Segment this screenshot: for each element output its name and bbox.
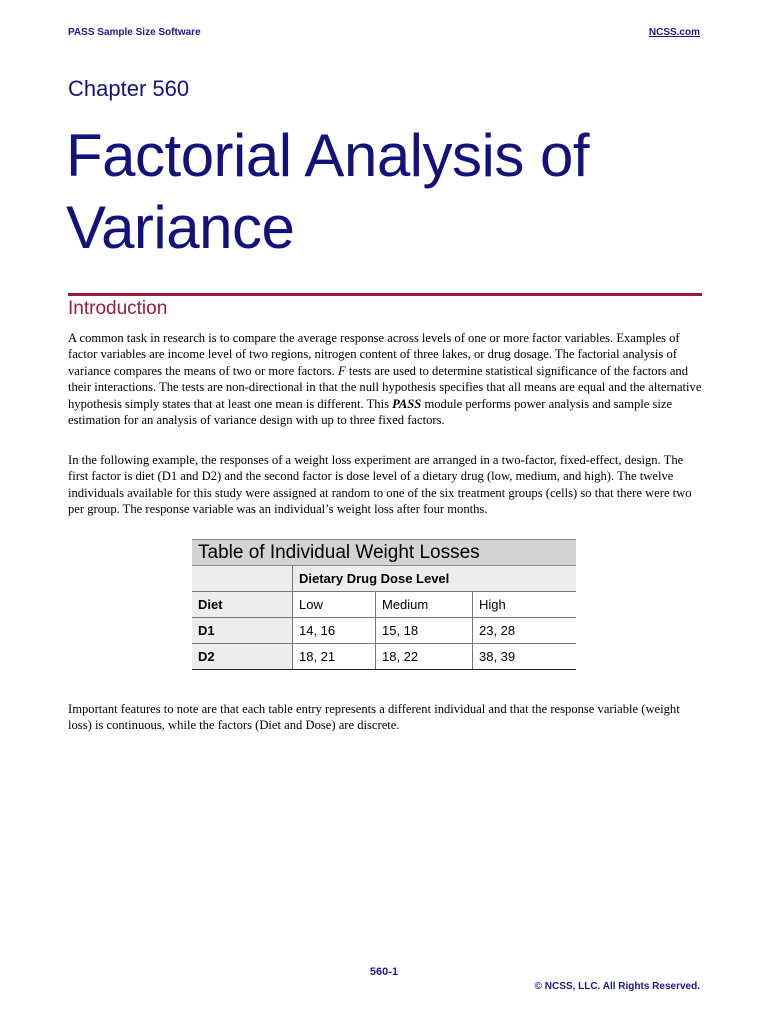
ncss-link[interactable]: NCSS.com <box>648 27 700 38</box>
table-corner-cell <box>192 566 293 592</box>
table-column-header: Low <box>293 592 376 618</box>
table-group-header: Dietary Drug Dose Level <box>293 566 577 592</box>
features-paragraph: Important features to note are that each table entry represents a different individual and that the response variable (weight loss) is continuous, while the factors (Diet and Dose) are discrete. <box>68 702 680 733</box>
table-row <box>192 618 576 644</box>
page-number: 560-1 <box>369 966 399 978</box>
table-row <box>192 644 576 670</box>
intro-paragraph-1 <box>68 330 702 428</box>
table-cell: 18, 21 <box>293 644 376 670</box>
page-title <box>66 120 716 264</box>
table-row-label: D1 <box>192 618 293 644</box>
table-column-header: Medium <box>376 592 473 618</box>
table-column-header: High <box>473 592 577 618</box>
p1-text-c: module performs power analysis and sample size estimation for an analysis of variance design with up to three fixed factors. <box>68 396 673 428</box>
table-cell: 15, 18 <box>376 618 473 644</box>
title-line-2: Variance <box>66 194 295 261</box>
table-cell: 18, 22 <box>376 644 473 670</box>
section-heading: Introduction <box>68 298 168 319</box>
table-row-header: Diet <box>192 592 293 618</box>
p1-text-a: A common task in research is to compare the average response across levels of one or more factor variables. Examples of factor variables are income level of two regions, nitrogen content of three lakes, or drug dosage. The factorial analysis of variance compares the means of two or more factors. <box>68 331 680 378</box>
running-header-left: PASS Sample Size Software <box>68 27 201 38</box>
intro-paragraph-2: In the following example, the responses of a weight loss experiment are arranged in a two-factor, fixed-effect, design. The first factor is diet (D1 and D2) and the second factor is dose level of a dietary drug (low, medium, and high). The twelve individuals available for this study were assigned at random to one of the six treatment groups (cells) so that there were two per group. The response variable was an individual’s weight loss after four months. <box>68 453 692 517</box>
weight-loss-table <box>192 539 576 670</box>
table-row-label: D2 <box>192 644 293 670</box>
f-symbol: F <box>337 363 346 378</box>
copyright-notice: © NCSS, LLC. All Rights Reserved. <box>534 981 700 992</box>
chapter-label: Chapter 560 <box>68 76 190 101</box>
table-caption: Table of Individual Weight Losses <box>192 540 576 566</box>
p1-text-b: tests are used to determine statistical significance of the factors and their interactions. The tests are non-directional in that the null hypothesis specifies that all means are equal and the alternative hypothesis simply states that at least one mean is different. This <box>68 363 702 411</box>
pass-emphasis: PASS <box>392 396 422 411</box>
title-line-1: Factorial Analysis of <box>66 122 590 189</box>
table-cell: 38, 39 <box>473 644 577 670</box>
table-cell: 14, 16 <box>293 618 376 644</box>
section-divider <box>68 293 702 296</box>
table-cell: 23, 28 <box>473 618 577 644</box>
